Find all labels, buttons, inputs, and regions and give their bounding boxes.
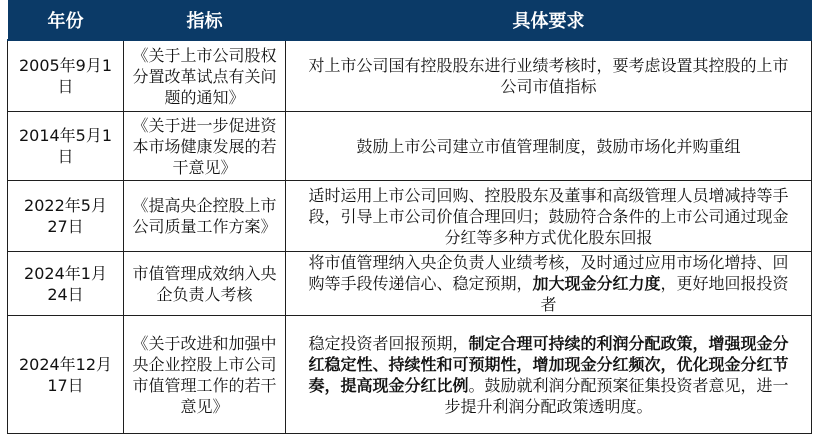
table-row <box>8 40 812 112</box>
requirement-cell <box>286 316 812 434</box>
policy-table <box>7 0 812 434</box>
requirement-emphasis: 加大现金分红力度 <box>532 274 661 293</box>
requirement-text: 。鼓励就利润分配预案征集投资者意见，进一步提升利润分配政策透明度。 <box>444 375 789 416</box>
document-cell: 市值管理成效纳入央企负责人考核 <box>124 252 286 316</box>
year-cell: 2022年5月27日 <box>8 181 124 252</box>
header-requirement: 具体要求 <box>286 0 812 40</box>
requirement-cell <box>286 181 812 252</box>
year-cell: 2014年5月1日 <box>8 112 124 181</box>
year-cell: 2005年9月1日 <box>8 40 124 112</box>
requirement-text: 将市值管理纳入央企负责人业绩考核，及时通过应用市场化增持、回购等手段传递信心、稳定预期， <box>308 253 789 293</box>
year-cell: 2024年1月24日 <box>8 252 124 316</box>
document-cell: 《关于改进和加强中央企业控股上市公司市值管理工作的若干意见》 <box>124 316 286 434</box>
requirement-text: 鼓励上市公司建立市值管理制度，鼓励市场化并购重组 <box>356 136 741 156</box>
requirement-cell <box>286 40 812 112</box>
header-row <box>8 0 812 40</box>
header-document: 指标 <box>124 0 286 40</box>
year-cell: 2024年12月17日 <box>8 316 124 434</box>
requirement-cell <box>286 112 812 181</box>
document-cell: 《关于进一步促进资本市场健康发展的若干意见》 <box>124 112 286 181</box>
document-cell: 《关于上市公司股权分置改革试点有关问题的通知》 <box>124 40 286 112</box>
table-row <box>8 252 812 316</box>
requirement-text: 适时运用上市公司回购、控股股东及董事和高级管理人员增减持等手段，引导上市公司价值合理回归；鼓励符合条件的上市公司通过现金分红等多种方式优化股东回报 <box>308 185 789 247</box>
document-cell: 《提高央企控股上市公司质量工作方案》 <box>124 181 286 252</box>
header-year: 年份 <box>8 0 124 40</box>
table-header <box>8 0 812 40</box>
requirement-text: ，更好地回报投资者 <box>540 274 789 314</box>
requirement-cell <box>286 252 812 316</box>
requirement-text: 对上市公司国有控股股东进行业绩考核时，要考虑设置其控股的上市公司市值指标 <box>308 56 789 96</box>
table-row <box>8 316 812 434</box>
requirement-text: 稳定投资者回报预期， <box>308 333 469 353</box>
requirement-emphasis: 制定合理可持续的利润分配政策，增强现金分红稳定性、持续性和可预期性，增加现金分红频次，优化现金分红节奏，提高现金分红比例 <box>308 333 789 395</box>
table-row <box>8 181 812 252</box>
table-row <box>8 112 812 181</box>
table-body <box>8 40 812 434</box>
